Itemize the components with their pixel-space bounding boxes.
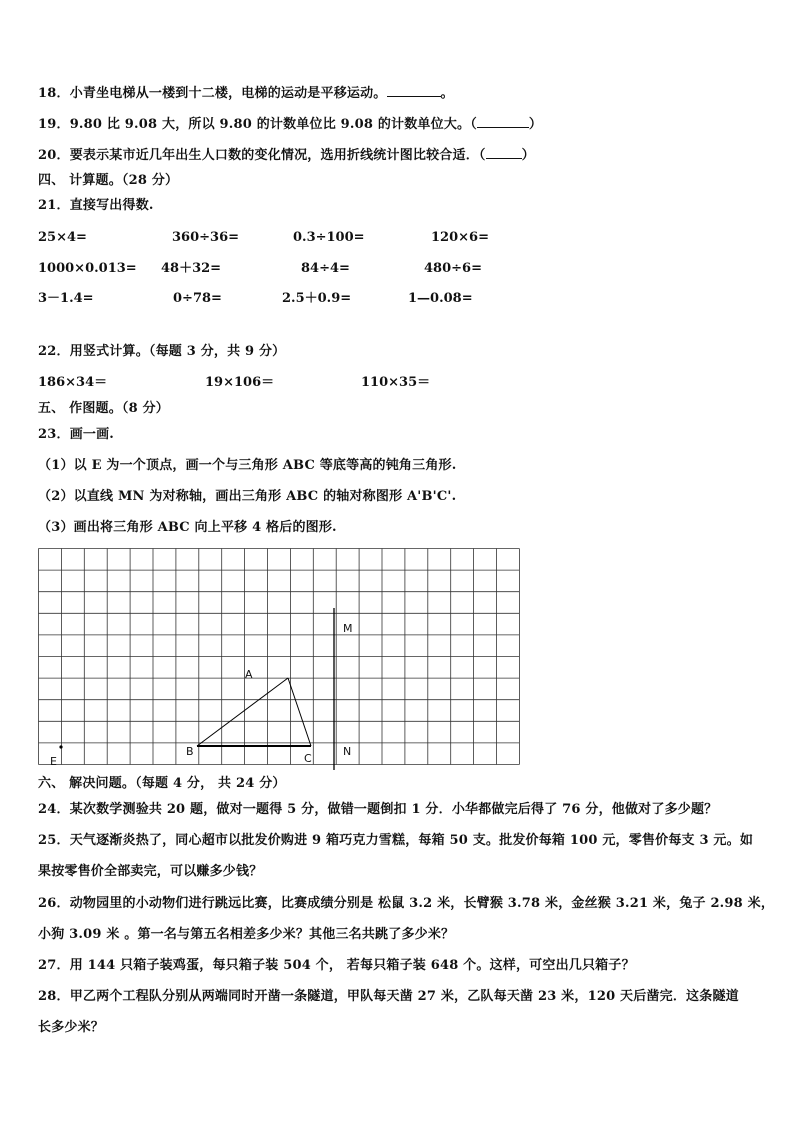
section-6-heading: 六、 解决问题。（每题 4 分， 共 24 分）	[38, 776, 286, 791]
label-m: M	[343, 622, 353, 635]
calc-2-3: 84÷4=	[301, 261, 350, 276]
question-23-part-3: （3）画出将三角形 ABC 向上平移 4 格后的图形.	[38, 520, 337, 535]
triangle-side-ac	[288, 678, 311, 746]
calc-3-2: 0÷78=	[173, 291, 222, 306]
answer-blank-19[interactable]	[477, 115, 529, 128]
vertical-calc-3: 110×35＝	[361, 375, 431, 390]
label-c: C	[304, 752, 312, 765]
question-25-line-1: 25．天气逐渐炎热了，同心超市以批发价购进 9 箱巧克力雪糕，每箱 50 支。批发价每箱 100 元，零售价每支 3 元。如	[38, 833, 754, 848]
vertical-calc-2: 19×106＝	[205, 375, 275, 390]
question-23: 23．画一画.	[38, 427, 115, 442]
calc-1-1: 25×4=	[38, 230, 87, 245]
calc-2-4: 480÷6=	[424, 261, 482, 276]
question-27: 27．用 144 只箱子装鸡蛋，每只箱子装 504 个， 若每只箱子装 648 个。这样，可空出几只箱子？	[38, 958, 635, 973]
question-26-line-1: 26．动物园里的小动物们进行跳远比赛，比赛成绩分别是 松鼠 3.2 米，长臂猴 3.78 米，金丝猴 3.21 米，兔子 2.98 米，	[38, 896, 775, 911]
label-n: N	[343, 745, 352, 758]
calc-1-3: 0.3÷100=	[293, 230, 365, 245]
point-e	[59, 745, 62, 748]
question-18: 18．小青坐电梯从一楼到十二楼，电梯的运动是平移运动。 。	[38, 86, 454, 101]
question-23-part-1: （1）以 E 为一个顶点，画一个与三角形 ABC 等底等高的钝角三角形.	[38, 458, 457, 473]
section-5-heading: 五、 作图题。（8 分）	[38, 401, 169, 416]
answer-blank-18[interactable]	[387, 84, 441, 97]
question-20: 20．要表示某市近几年出生人口数的变化情况，选用折线统计图比较合适．（ ）	[38, 148, 535, 163]
question-24: 24．某次数学测验共 20 题，做对一题得 5 分，做错一题倒扣 1 分．小华都做完后得了 76 分，他做对了多少题？	[38, 802, 718, 817]
calc-1-2: 360÷36=	[172, 230, 240, 245]
calc-1-4: 120×6=	[431, 230, 489, 245]
drawing-grid[interactable]	[38, 548, 520, 770]
calc-3-3: 2.5＋0.9=	[282, 291, 352, 306]
label-b: B	[186, 745, 194, 758]
section-4-heading: 四、 计算题。（28 分）	[38, 173, 179, 188]
label-e: E	[50, 755, 57, 768]
question-28-line-1: 28．甲乙两个工程队分别从两端同时开凿一条隧道，甲队每天凿 27 米，乙队每天凿 23 米，120 天后凿完．这条隧道	[38, 989, 739, 1004]
triangle-side-ab	[197, 678, 288, 746]
question-22: 22．用竖式计算。（每题 3 分，共 9 分）	[38, 344, 286, 359]
calc-2-1: 1000×0.013=	[38, 261, 137, 276]
vertical-calc-1: 186×34＝	[38, 375, 108, 390]
calc-3-1: 3－1.4=	[38, 291, 94, 306]
question-25-line-2: 果按零售价全部卖完，可以赚多少钱？	[38, 864, 263, 879]
calc-3-4: 1—0.08=	[408, 291, 473, 306]
calc-2-2: 48＋32=	[161, 261, 222, 276]
question-26-line-2: 小狗 3.09 米 。第一名与第五名相差多少米？其他三名共跳了多少米？	[38, 927, 455, 942]
answer-blank-20[interactable]	[486, 146, 522, 159]
question-21: 21．直接写出得数.	[38, 198, 154, 213]
question-28-line-2: 长多少米？	[38, 1020, 105, 1035]
grid-lines	[39, 549, 520, 765]
question-23-part-2: （2）以直线 MN 为对称轴，画出三角形 ABC 的轴对称图形 A'B'C'.	[38, 489, 457, 504]
label-a: A	[245, 668, 253, 681]
question-19: 19．9.80 比 9.08 大，所以 9.80 的计数单位比 9.08 的计数单位大。（ ）	[38, 117, 543, 132]
